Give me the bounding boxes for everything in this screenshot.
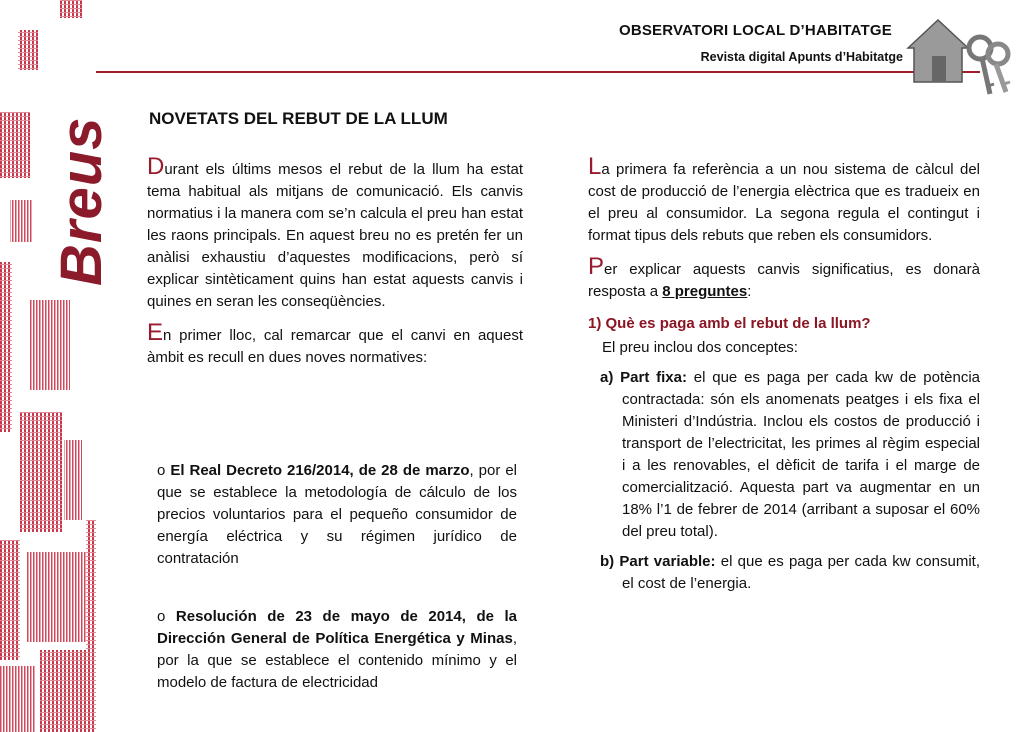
- questions-count: 8 preguntes: [662, 283, 748, 300]
- part-variable: b) Part variable: el que es paga per cada kw consumit, el cost de l’energia.: [600, 553, 980, 592]
- drop-cap: E: [147, 319, 164, 346]
- bullet-resolucion: o Resolución de 23 de mayo de 2014, de la Dirección General de Política Energética y Minas, por la que se establece el contenido mínimo y el modelo de factura de electricidad: [157, 608, 517, 691]
- header-divider: [96, 71, 980, 73]
- right-column: [588, 153, 981, 595]
- drop-cap: P: [588, 253, 605, 280]
- second-paragraph: En primer lloc, cal remarcar que el canvi en aquest àmbit es recull en dues noves normatives:: [147, 319, 523, 366]
- first-paragraph-right: La primera fa referència a un nou sistema de càlcul del cost de producció de l’energia elèctrica que es tradueix en el preu al consumidor. La segona regula el contingut i format tipus dels rebuts que reben els consumidors.: [588, 153, 980, 244]
- answer-intro: El preu inclou dos conceptes:: [602, 339, 798, 356]
- part-fixa: a) Part fixa: el que es paga per cada kw de potència contractada: són els anomenats peatges i els fixa el Ministeri d’Indústria. Inclou els costos de producció i transport de l’electricitat, les primes al règim especial i a les renovables, el dèficit de tarifa i el marge de comercialització. Aquesta part va augmentar en un 18% l’1 de febrer de 2014 (arribant a suposar el 60% del preu total).: [600, 369, 981, 540]
- question-1: 1) Què es paga amb el rebut de la llum?: [588, 315, 871, 332]
- header-title: OBSERVATORI LOCAL D’HABITATGE: [618, 22, 892, 39]
- house-keys-icon: [898, 12, 1020, 98]
- drop-cap: L: [588, 153, 602, 180]
- bullet-marker: o: [157, 462, 166, 479]
- decorative-grid-pattern: [0, 0, 96, 732]
- questions-intro: Per explicar aquests canvis significatius, es donarà resposta a 8 preguntes:: [588, 253, 980, 300]
- bullet-real-decreto: o El Real Decreto 216/2014, de 28 de marzo, por el que se establece la metodología de cálculo de los precios voluntarios para el pequeño consumidor de energía eléctrica y su régimen jurídico de contratación: [157, 462, 517, 567]
- bullet-marker: o: [157, 608, 166, 625]
- header-subtitle: Revista digital Apunts d’Habitatge: [700, 50, 903, 64]
- drop-cap: D: [147, 153, 165, 180]
- side-label-breus: Breus: [49, 116, 114, 286]
- page-title: NOVETATS DEL REBUT DE LA LLUM: [149, 109, 448, 128]
- left-column: [147, 153, 523, 369]
- intro-paragraph: Durant els últims mesos el rebut de la llum ha estat tema habitual als mitjans de comunicació. Els canvis normatius i la manera com se’n calcula el preu han estat les raons principals. En aquest breu no es pretén fer un anàlisi exhaustiu d’aquestes modificacions, però sí explicar sintèticament quins han estat aquests canvis i quines en seran les conseqüències.: [147, 153, 523, 310]
